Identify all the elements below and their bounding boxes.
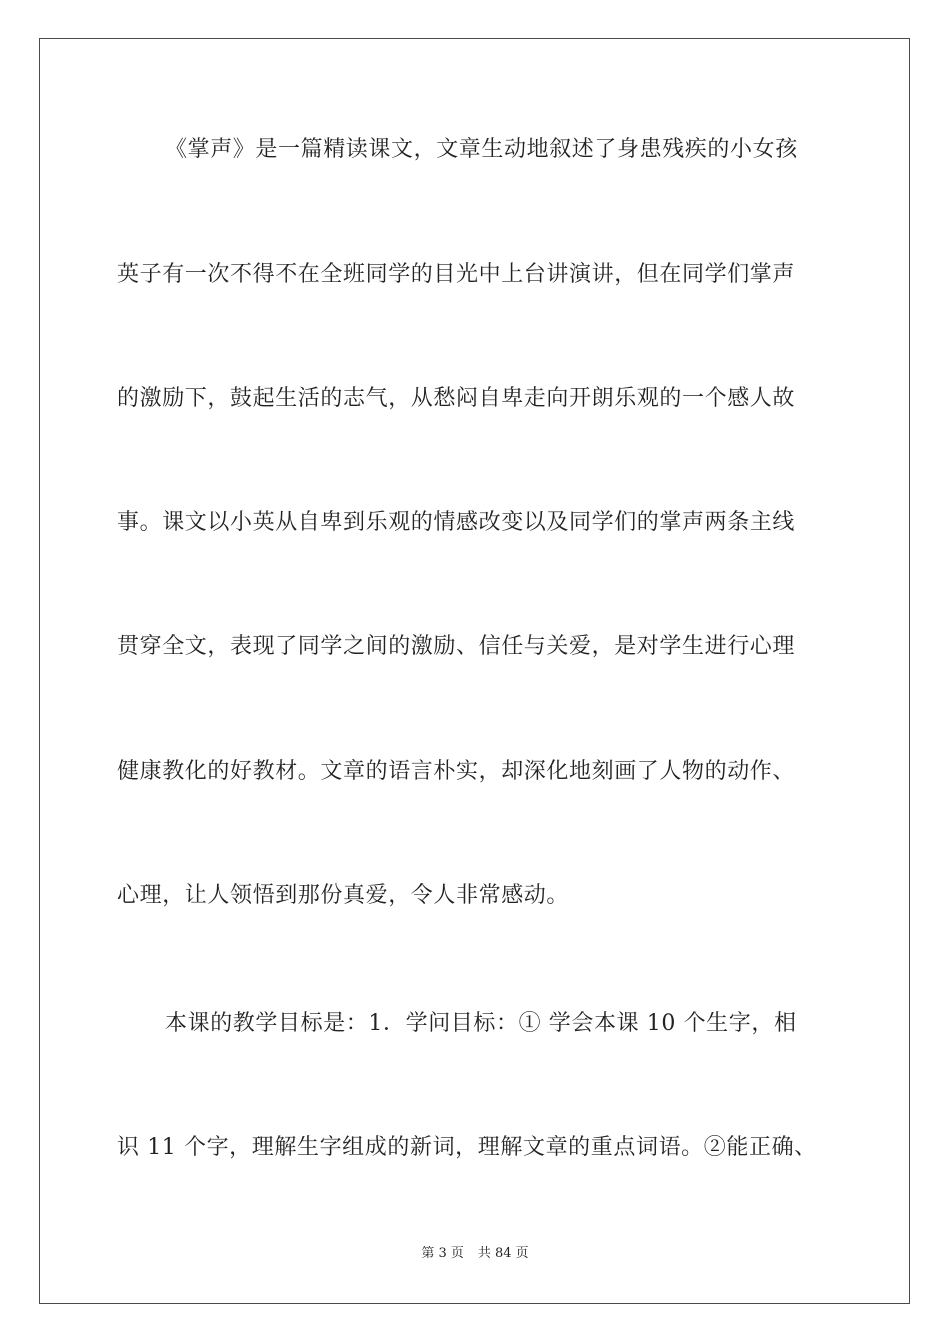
paragraph-line: 的激励下，鼓起生活的志气，从愁闷自卑走向开朗乐观的一个感人故	[117, 386, 796, 411]
page-total: 共 84 页	[477, 1246, 529, 1261]
page-border	[39, 38, 910, 1304]
paragraph-line: 事。课文以小英从自卑到乐观的情感改变以及同学们的掌声两条主线	[117, 510, 796, 535]
paragraph-line: 健康教化的好教材。文章的语言朴实，却深化地刻画了人物的动作、	[117, 759, 796, 784]
paragraph-line: 心理，让人领悟到那份真爱，令人非常感动。	[117, 883, 570, 908]
paragraph-line: 贯穿全文，表现了同学之间的激励、信任与关爱，是对学生进行心理	[117, 634, 796, 659]
paragraph-line: 识 11 个字，理解生字组成的新词，理解文章的重点词语。②能正确、	[117, 1135, 817, 1160]
paragraph-line: 《掌声》是一篇精读课文，文章生动地叙述了身患残疾的小女孩	[165, 137, 798, 162]
page-number: 第 3 页	[421, 1246, 464, 1261]
page-footer	[0, 1246, 950, 1262]
paragraph-line: 英子有一次不得不在全班同学的目光中上台讲演讲，但在同学们掌声	[117, 262, 796, 287]
paragraph-line: 本课的教学目标是：1．学问目标：① 学会本课 10 个生字，相	[165, 1011, 797, 1036]
